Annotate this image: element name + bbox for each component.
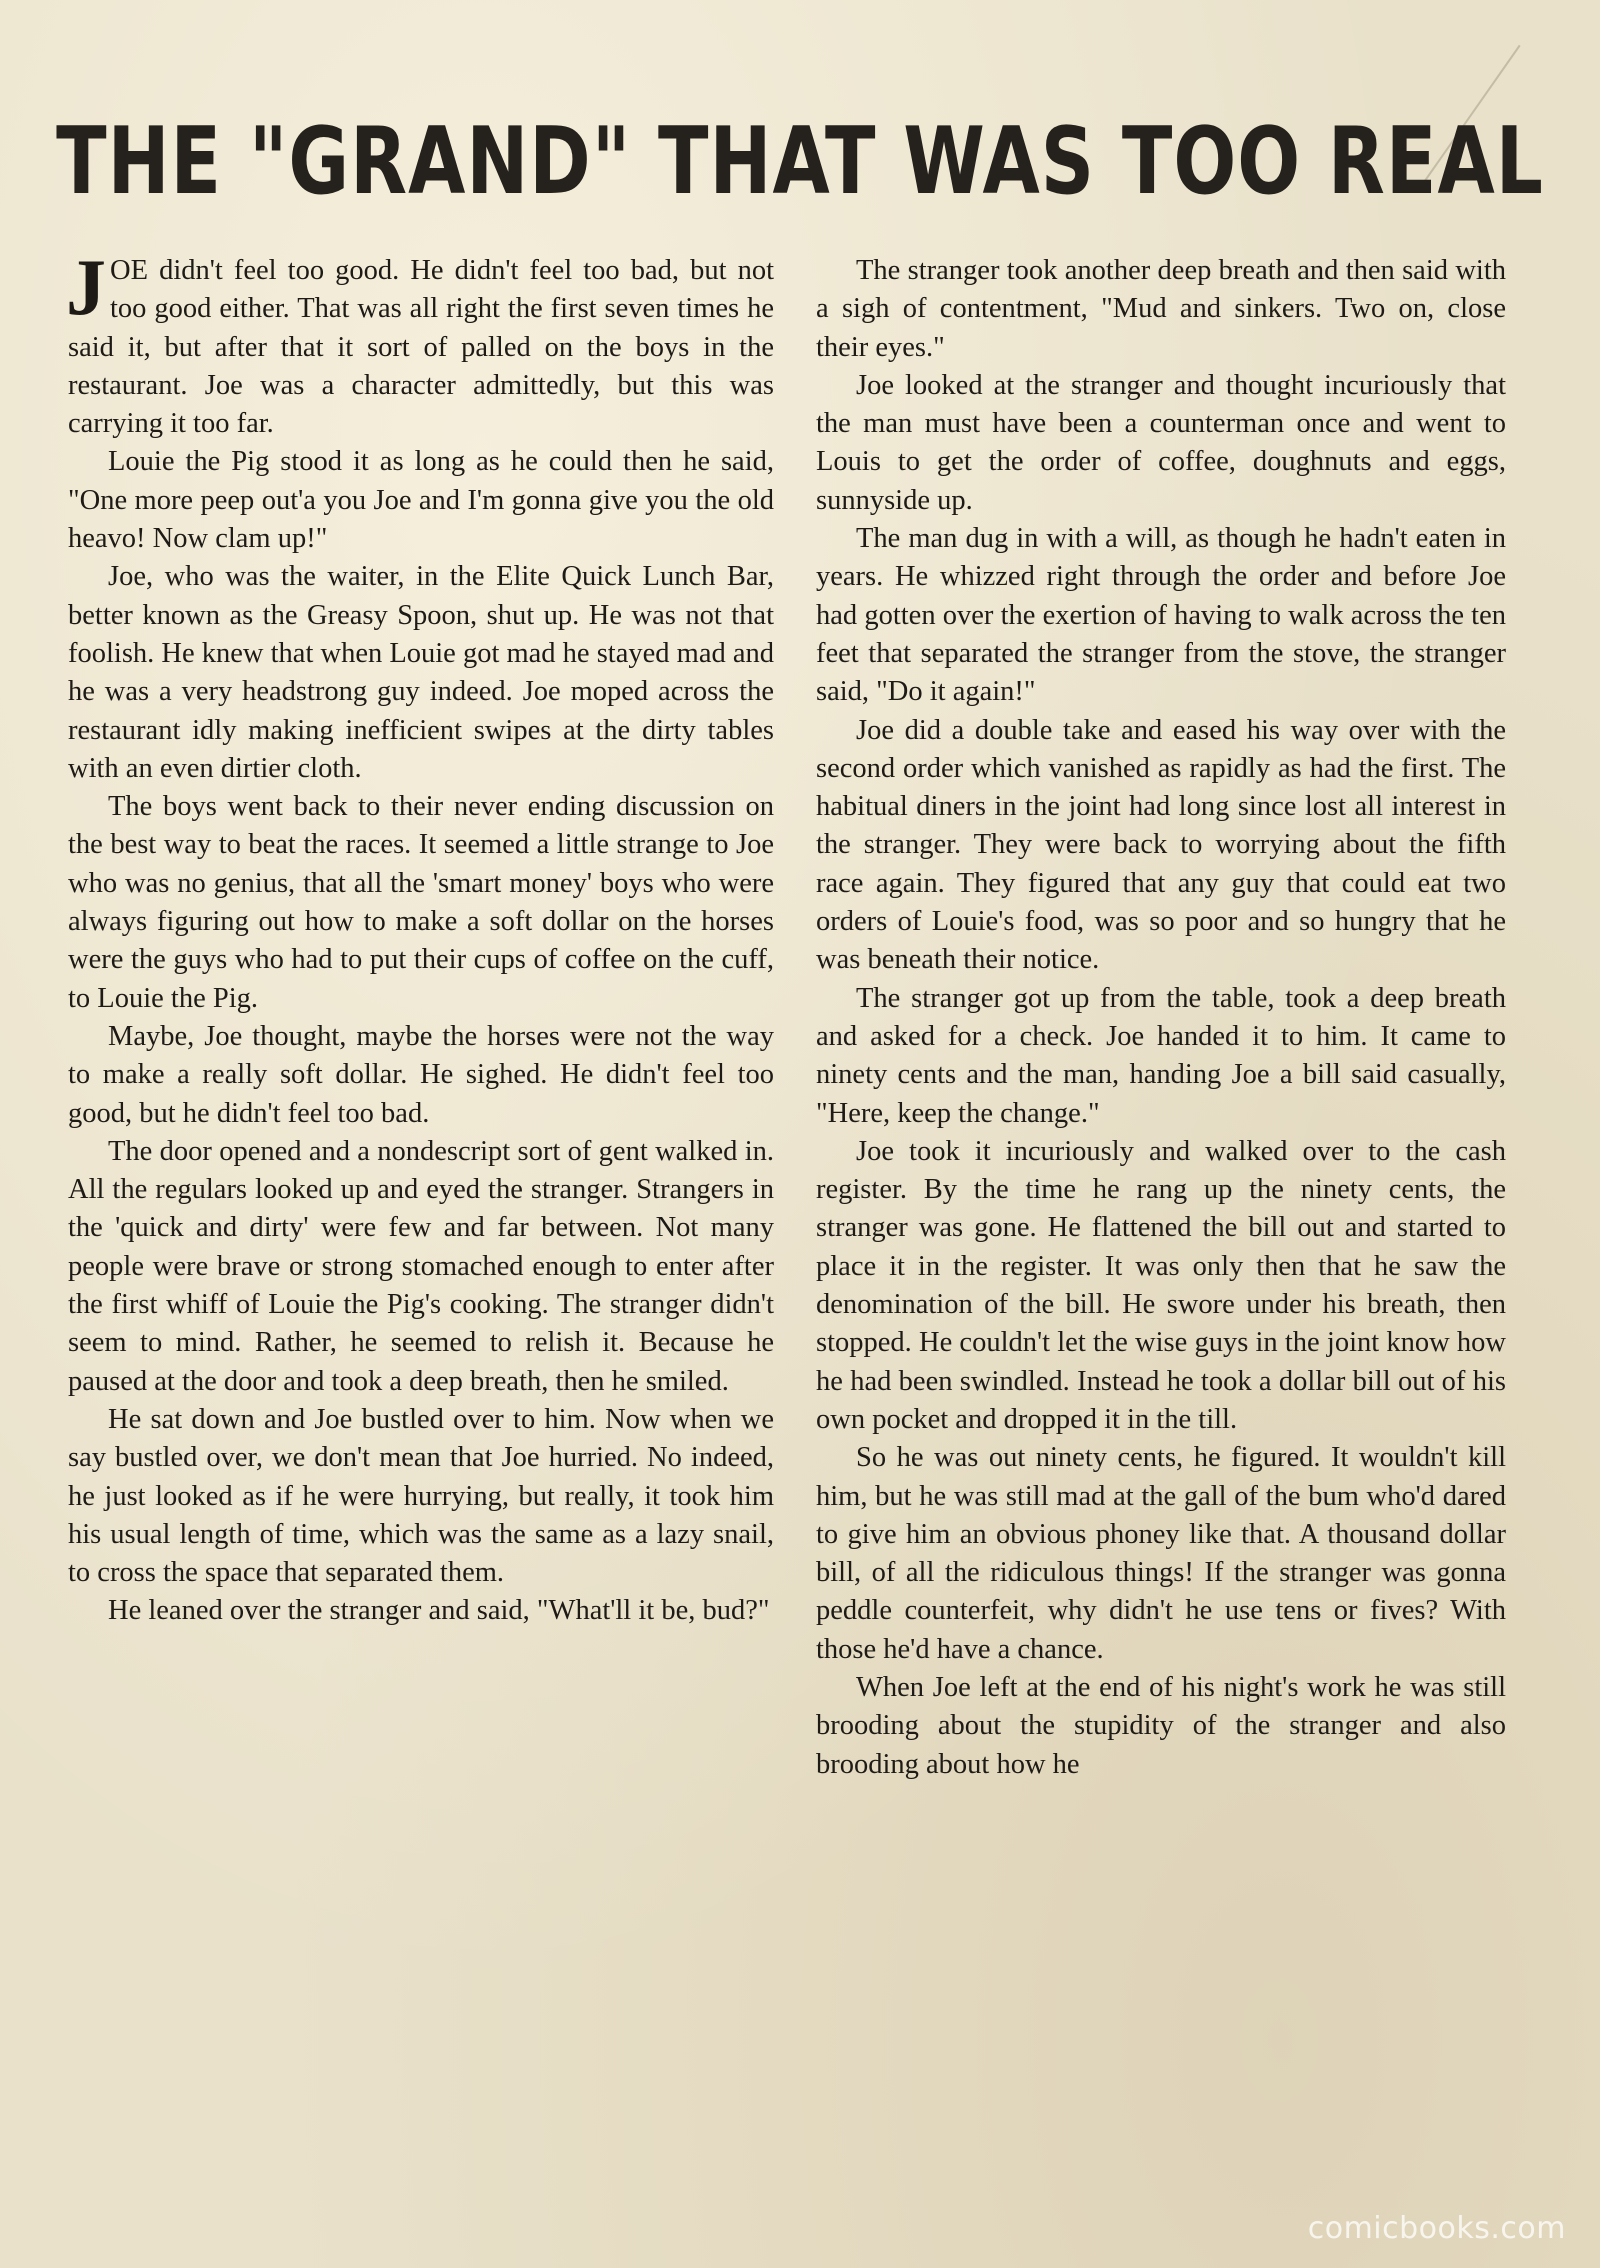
paragraph: Maybe, Joe thought, maybe the horses were not the way to make a really soft dollar. He sighed. He didn't feel too good, but he didn't feel too bad. [68, 1020, 774, 1129]
paragraph: He leaned over the stranger and said, "What'll it be, bud?" [108, 1595, 770, 1627]
paragraph: Louie the Pig stood it as long as he could then he said, "One more peep out'a you Joe and I'm gonna give you the old heavo! Now clam up!" [68, 446, 774, 555]
paragraph: So he was out ninety cents, he figured. It wouldn't kill him, but he was still mad at the gall of the bum who'd dared to give him an obvious phoney like that. A thousand dollar bill, of all the ridiculous things! If the stranger was gonna peddle counterfeit, why didn't he use tens or fives? With those he'd have a chance. [816, 1442, 1506, 1665]
right-column [816, 252, 1506, 1784]
drop-cap: J [66, 244, 106, 332]
paragraph: The stranger took another deep breath and then said with a sigh of contentment, "Mud and sinkers. Two on, close their eyes." [816, 255, 1506, 363]
paragraph: Joe, who was the waiter, in the Elite Quick Lunch Bar, better known as the Greasy Spoon, shut up. He was not that foolish. He knew that when Louie got mad he stayed mad and he was a very headstrong guy indeed. Joe moped across the restaurant idly making inefficient swipes at the dirty tables with an even dirtier cloth. [68, 561, 774, 784]
left-column [66, 244, 774, 1631]
paragraph: The stranger got up from the table, took a deep breath and asked for a check. Joe handed it to him. It came to ninety cents and the man, handing Joe a bill said casually, "Here, keep the change." [816, 982, 1506, 1129]
story-title: THE "GRAND" THAT WAS TOO REAL [56, 108, 1544, 216]
paragraph: JOE didn't feel too good. He didn't feel too bad, but not too good either. That was all right the first seven times he said it, but after that it sort of palled on the boys in the restaurant. Joe was a character admittedly, but this was carrying it too far. [66, 244, 774, 440]
paragraph: The man dug in with a will, as though he hadn't eaten in years. He whizzed right through the order and before Joe had gotten over the exertion of having to walk across the ten feet that separated the stranger from the stove, the stranger said, "Do it again!" [816, 523, 1506, 708]
paragraph: The door opened and a nondescript sort of gent walked in. All the regulars looked up and eyed the stranger. Strangers in the 'quick and dirty' were few and far between. Not many people were brave or strong stomached enough to enter after the first whiff of Louie the Pig's cooking. The stranger didn't seem to mind. Rather, he seemed to relish it. Because he paused at the door and took a deep breath, then he smiled. [68, 1135, 774, 1397]
paragraph: He sat down and Joe bustled over to him. Now when we say bustled over, we don't mean that Joe hurried. No indeed, he just looked as if he were hurrying, but really, it took him his usual length of time, which was the same as a lazy snail, to cross the space that separated them. [68, 1403, 774, 1589]
paragraph: Joe took it incuriously and walked over to the cash register. By the time he rang up the ninety cents, the stranger was gone. He flattened the bill out and started to place it in the register. It was only then that he saw the denomination of the bill. He swore under his breath, then stopped. He couldn't let the wise guys in the joint know how he had been swindled. Instead he took a dollar bill out of his own pocket and dropped it in the till. [816, 1135, 1506, 1435]
site-watermark: comicbooks.com [1307, 2211, 1566, 2246]
paragraph: The boys went back to their never ending discussion on the best way to beat the races. It seemed a little strange to Joe who was no genius, that all the 'smart money' boys who were always figuring out how to make a soft dollar on the horses were the guys who had to put their cups of coffee on the cuff, to Louie the Pig. [68, 791, 774, 1014]
paragraph: Joe did a double take and eased his way over with the second order which vanished as rapidly as had the first. The habitual diners in the joint had long since lost all interest in the stranger. They were back to worrying about the fifth race again. They figured that any guy that could eat two orders of Louie's food, was so poor and so hungry that he was beneath their notice. [816, 714, 1506, 976]
paragraph: Joe looked at the stranger and thought incuriously that the man must have been a counterman once and went to Louis to get the order of coffee, doughnuts and eggs, sunnyside up. [816, 369, 1506, 516]
paragraph: When Joe left at the end of his night's work he was still brooding about the stupidity of the stranger and also brooding about how he [816, 1671, 1506, 1780]
